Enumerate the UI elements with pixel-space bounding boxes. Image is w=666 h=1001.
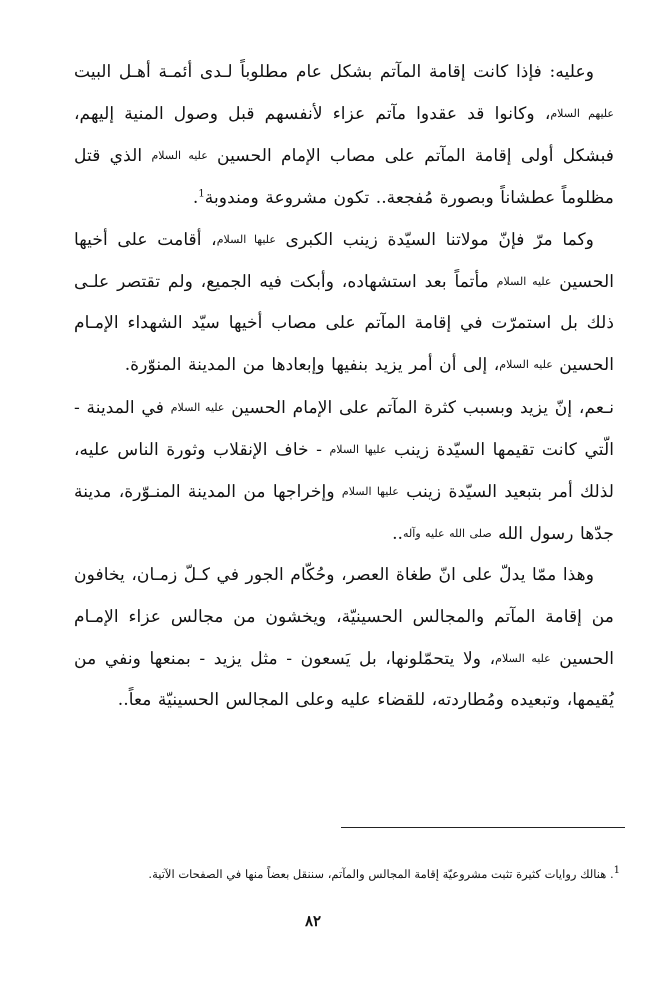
text-run: الذي قتل مظلوماً عطشاناً وبصورة مُفجعة.. تكون مشروعة ومندوبة: [74, 146, 614, 208]
footnote-text: . هنالك روايات كثيرة تثبت مشروعيّة إقامة المجالس والمآتم، سننقل بعضاً منها في الصفحات الآتية.: [148, 867, 614, 881]
text-run: ، وكانوا قد عقدوا مآتم عزاء لأنفسهم قبل وصول المنية إليهم، فبشكل أولى إقامة المآتم على مصاب الإمام الحسين: [74, 104, 614, 167]
footnote-separator: [341, 827, 625, 828]
text-run: وهذا ممّا يدلّ على انّ طغاة العصر، وحُكّام الجور في كـلّ زمـان، يخافون من إقامة المآتم والمجالس الحسينيّة، ويخشون من مجالس عزاء الإمـام الحسين: [74, 565, 614, 669]
paragraph-2: [74, 219, 614, 387]
text-run: - خاف الإنقلاب وثورة الناس عليه، لذلك أمر بتبعيد السيّدة زينب: [74, 439, 614, 503]
honorific-glyph: عليه السلام: [170, 400, 225, 414]
honorific-glyph: عليه السلام: [495, 651, 551, 665]
footnote: [100, 865, 620, 883]
honorific-glyph: صلى الله عليه وآله: [403, 527, 492, 541]
text-run: ، أقامت على أخيها الحسين: [74, 229, 614, 293]
paragraph-4: [74, 555, 614, 721]
footnote-number: 1: [613, 865, 620, 877]
text-run: وعليه: فإذا كانت إقامة المآتم بشكل عام مطلوباً لـدى أئمـة أهـل البيت: [74, 62, 594, 82]
footnote-marker: 1: [198, 187, 205, 199]
main-text: [74, 52, 614, 721]
text-run: ، ولا يتحمّلونها، بل يَسعون - مثل يزيد - بمنعها ونفي من يُقيمها، وتبعيده ومُطاردته، للقضاء عليه وعلى المجالس الحسينيّة معاً..: [74, 648, 614, 711]
honorific-glyph: عليها السلام: [341, 485, 399, 499]
honorific-glyph: عليه السلام: [499, 358, 553, 372]
honorific-glyph: عليه السلام: [151, 149, 208, 163]
text-run: وكما مرّ فإنّ مولاتنا السيّدة زينب الكبرى: [275, 229, 594, 250]
page-number: ٨٢: [304, 912, 322, 930]
honorific-glyph: عليهم السلام: [550, 107, 614, 121]
paragraph-1: [74, 52, 614, 219]
text-run: مأتماً بعد استشهاده، وأبكت فيه الجميع، ولم تقتصر علـى ذلك بل استمرّت في إقامة المآتم على مصاب أخيها سيّد الشهداء الإمـام الحسين: [74, 272, 614, 376]
honorific-glyph: عليه السلام: [496, 275, 552, 289]
paragraph-3: [74, 387, 614, 556]
honorific-glyph: عليها السلام: [216, 232, 276, 246]
honorific-glyph: عليها السلام: [329, 442, 387, 456]
text-run: ..: [392, 524, 404, 545]
text-run: ، إلى أن أمر يزيد بنفيها وإبعادها من المدينة المنوّرة.: [124, 355, 500, 376]
text-run: نـعم، إنّ يزيد وبسبب كثرة المآتم على الإمام الحسين: [224, 397, 614, 418]
text-run: .: [192, 187, 199, 208]
text-run: وإخراجها من المدينة المنـوّرة، مدينة جدّها رسول الله: [74, 482, 614, 545]
text-run: في المدينة - الّتي كانت تقيمها السيّدة زينب: [74, 397, 614, 460]
